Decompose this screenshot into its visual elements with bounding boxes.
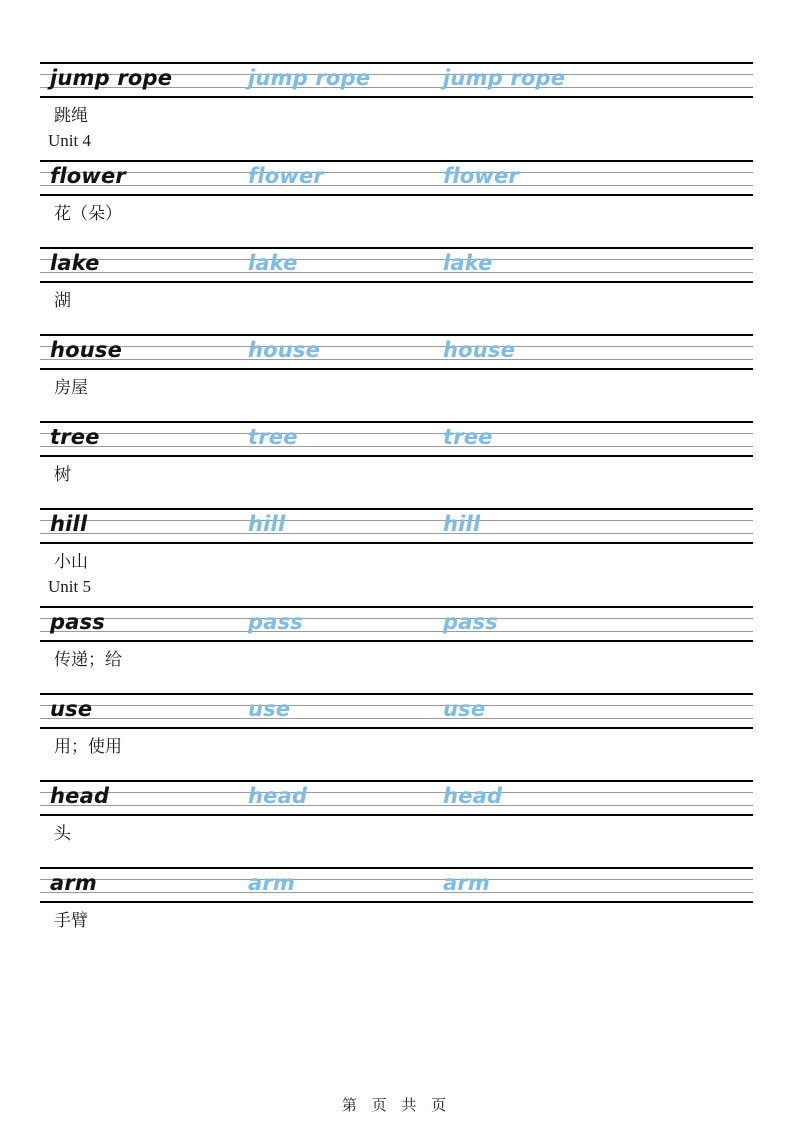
word-trace-first[interactable]: arm <box>248 871 296 895</box>
word-model: house <box>50 338 123 362</box>
chinese-translation: 手臂 <box>54 911 88 931</box>
chinese-translation: 小山 <box>54 552 88 572</box>
chinese-translation: 树 <box>54 465 71 485</box>
vocabulary-entry-hill <box>40 508 753 606</box>
word-trace-second[interactable]: house <box>443 338 516 362</box>
vocabulary-entry-head <box>40 780 753 867</box>
handwriting-ruled-lines <box>40 867 753 903</box>
unit-label: Unit 5 <box>48 577 91 596</box>
vocabulary-entry-use <box>40 693 753 780</box>
vocabulary-entry-pass <box>40 606 753 693</box>
chinese-translation: 用；使用 <box>54 737 122 757</box>
chinese-translation: 湖 <box>54 291 71 311</box>
word-model: pass <box>50 610 106 634</box>
vocabulary-entry-tree <box>40 421 753 508</box>
handwriting-ruled-lines <box>40 247 753 283</box>
meaning-band <box>40 544 753 606</box>
word-trace-first[interactable]: use <box>248 697 291 721</box>
word-trace-first[interactable]: flower <box>248 164 324 188</box>
word-trace-second[interactable]: tree <box>443 425 493 449</box>
word-trace-second[interactable]: jump rope <box>443 66 566 90</box>
word-row <box>40 162 753 194</box>
handwriting-ruled-lines <box>40 62 753 98</box>
handwriting-ruled-lines <box>40 508 753 544</box>
word-trace-first[interactable]: pass <box>248 610 304 634</box>
word-trace-first[interactable]: tree <box>248 425 298 449</box>
vocabulary-entry-lake <box>40 247 753 334</box>
word-trace-second[interactable]: hill <box>443 512 481 536</box>
word-trace-first[interactable]: jump rope <box>248 66 371 90</box>
unit-label: Unit 4 <box>48 131 91 150</box>
word-model: use <box>50 697 93 721</box>
vocabulary-entry-arm <box>40 867 753 954</box>
word-row <box>40 64 753 96</box>
meaning-band <box>40 98 753 160</box>
handwriting-ruled-lines <box>40 606 753 642</box>
page-footer: 第 页 共 页 <box>341 1096 452 1114</box>
word-model: hill <box>50 512 88 536</box>
word-trace-second[interactable]: arm <box>443 871 491 895</box>
handwriting-ruled-lines <box>40 421 753 457</box>
meaning-band <box>40 729 753 780</box>
meaning-band <box>40 816 753 867</box>
vocabulary-entry-list <box>40 62 753 954</box>
word-trace-second[interactable]: head <box>443 784 503 808</box>
word-trace-first[interactable]: head <box>248 784 308 808</box>
handwriting-ruled-lines <box>40 693 753 729</box>
vocabulary-entry-flower <box>40 160 753 247</box>
word-row <box>40 782 753 814</box>
word-trace-second[interactable]: use <box>443 697 486 721</box>
word-row <box>40 336 753 368</box>
meaning-band <box>40 370 753 421</box>
chinese-translation: 头 <box>54 824 71 844</box>
word-trace-first[interactable]: house <box>248 338 321 362</box>
meaning-band <box>40 903 753 954</box>
word-row <box>40 249 753 281</box>
chinese-translation: 跳绳 <box>54 106 88 126</box>
word-row <box>40 423 753 455</box>
handwriting-ruled-lines <box>40 780 753 816</box>
meaning-band <box>40 283 753 334</box>
word-row <box>40 510 753 542</box>
word-row <box>40 869 753 901</box>
vocabulary-entry-jump-rope <box>40 62 753 160</box>
word-trace-second[interactable]: flower <box>443 164 519 188</box>
handwriting-ruled-lines <box>40 160 753 196</box>
word-row <box>40 695 753 727</box>
meaning-band <box>40 457 753 508</box>
word-trace-second[interactable]: pass <box>443 610 499 634</box>
word-model: flower <box>50 164 126 188</box>
meaning-band <box>40 196 753 247</box>
word-model: head <box>50 784 110 808</box>
chinese-translation: 房屋 <box>54 378 88 398</box>
chinese-translation: 花（朵） <box>54 204 122 224</box>
word-trace-second[interactable]: lake <box>443 251 493 275</box>
chinese-translation: 传递；给 <box>54 650 122 670</box>
word-model: jump rope <box>50 66 173 90</box>
handwriting-ruled-lines <box>40 334 753 370</box>
word-trace-first[interactable]: lake <box>248 251 298 275</box>
meaning-band <box>40 642 753 693</box>
vocabulary-entry-house <box>40 334 753 421</box>
word-trace-first[interactable]: hill <box>248 512 286 536</box>
word-model: lake <box>50 251 100 275</box>
word-row <box>40 608 753 640</box>
word-model: arm <box>50 871 98 895</box>
word-model: tree <box>50 425 100 449</box>
